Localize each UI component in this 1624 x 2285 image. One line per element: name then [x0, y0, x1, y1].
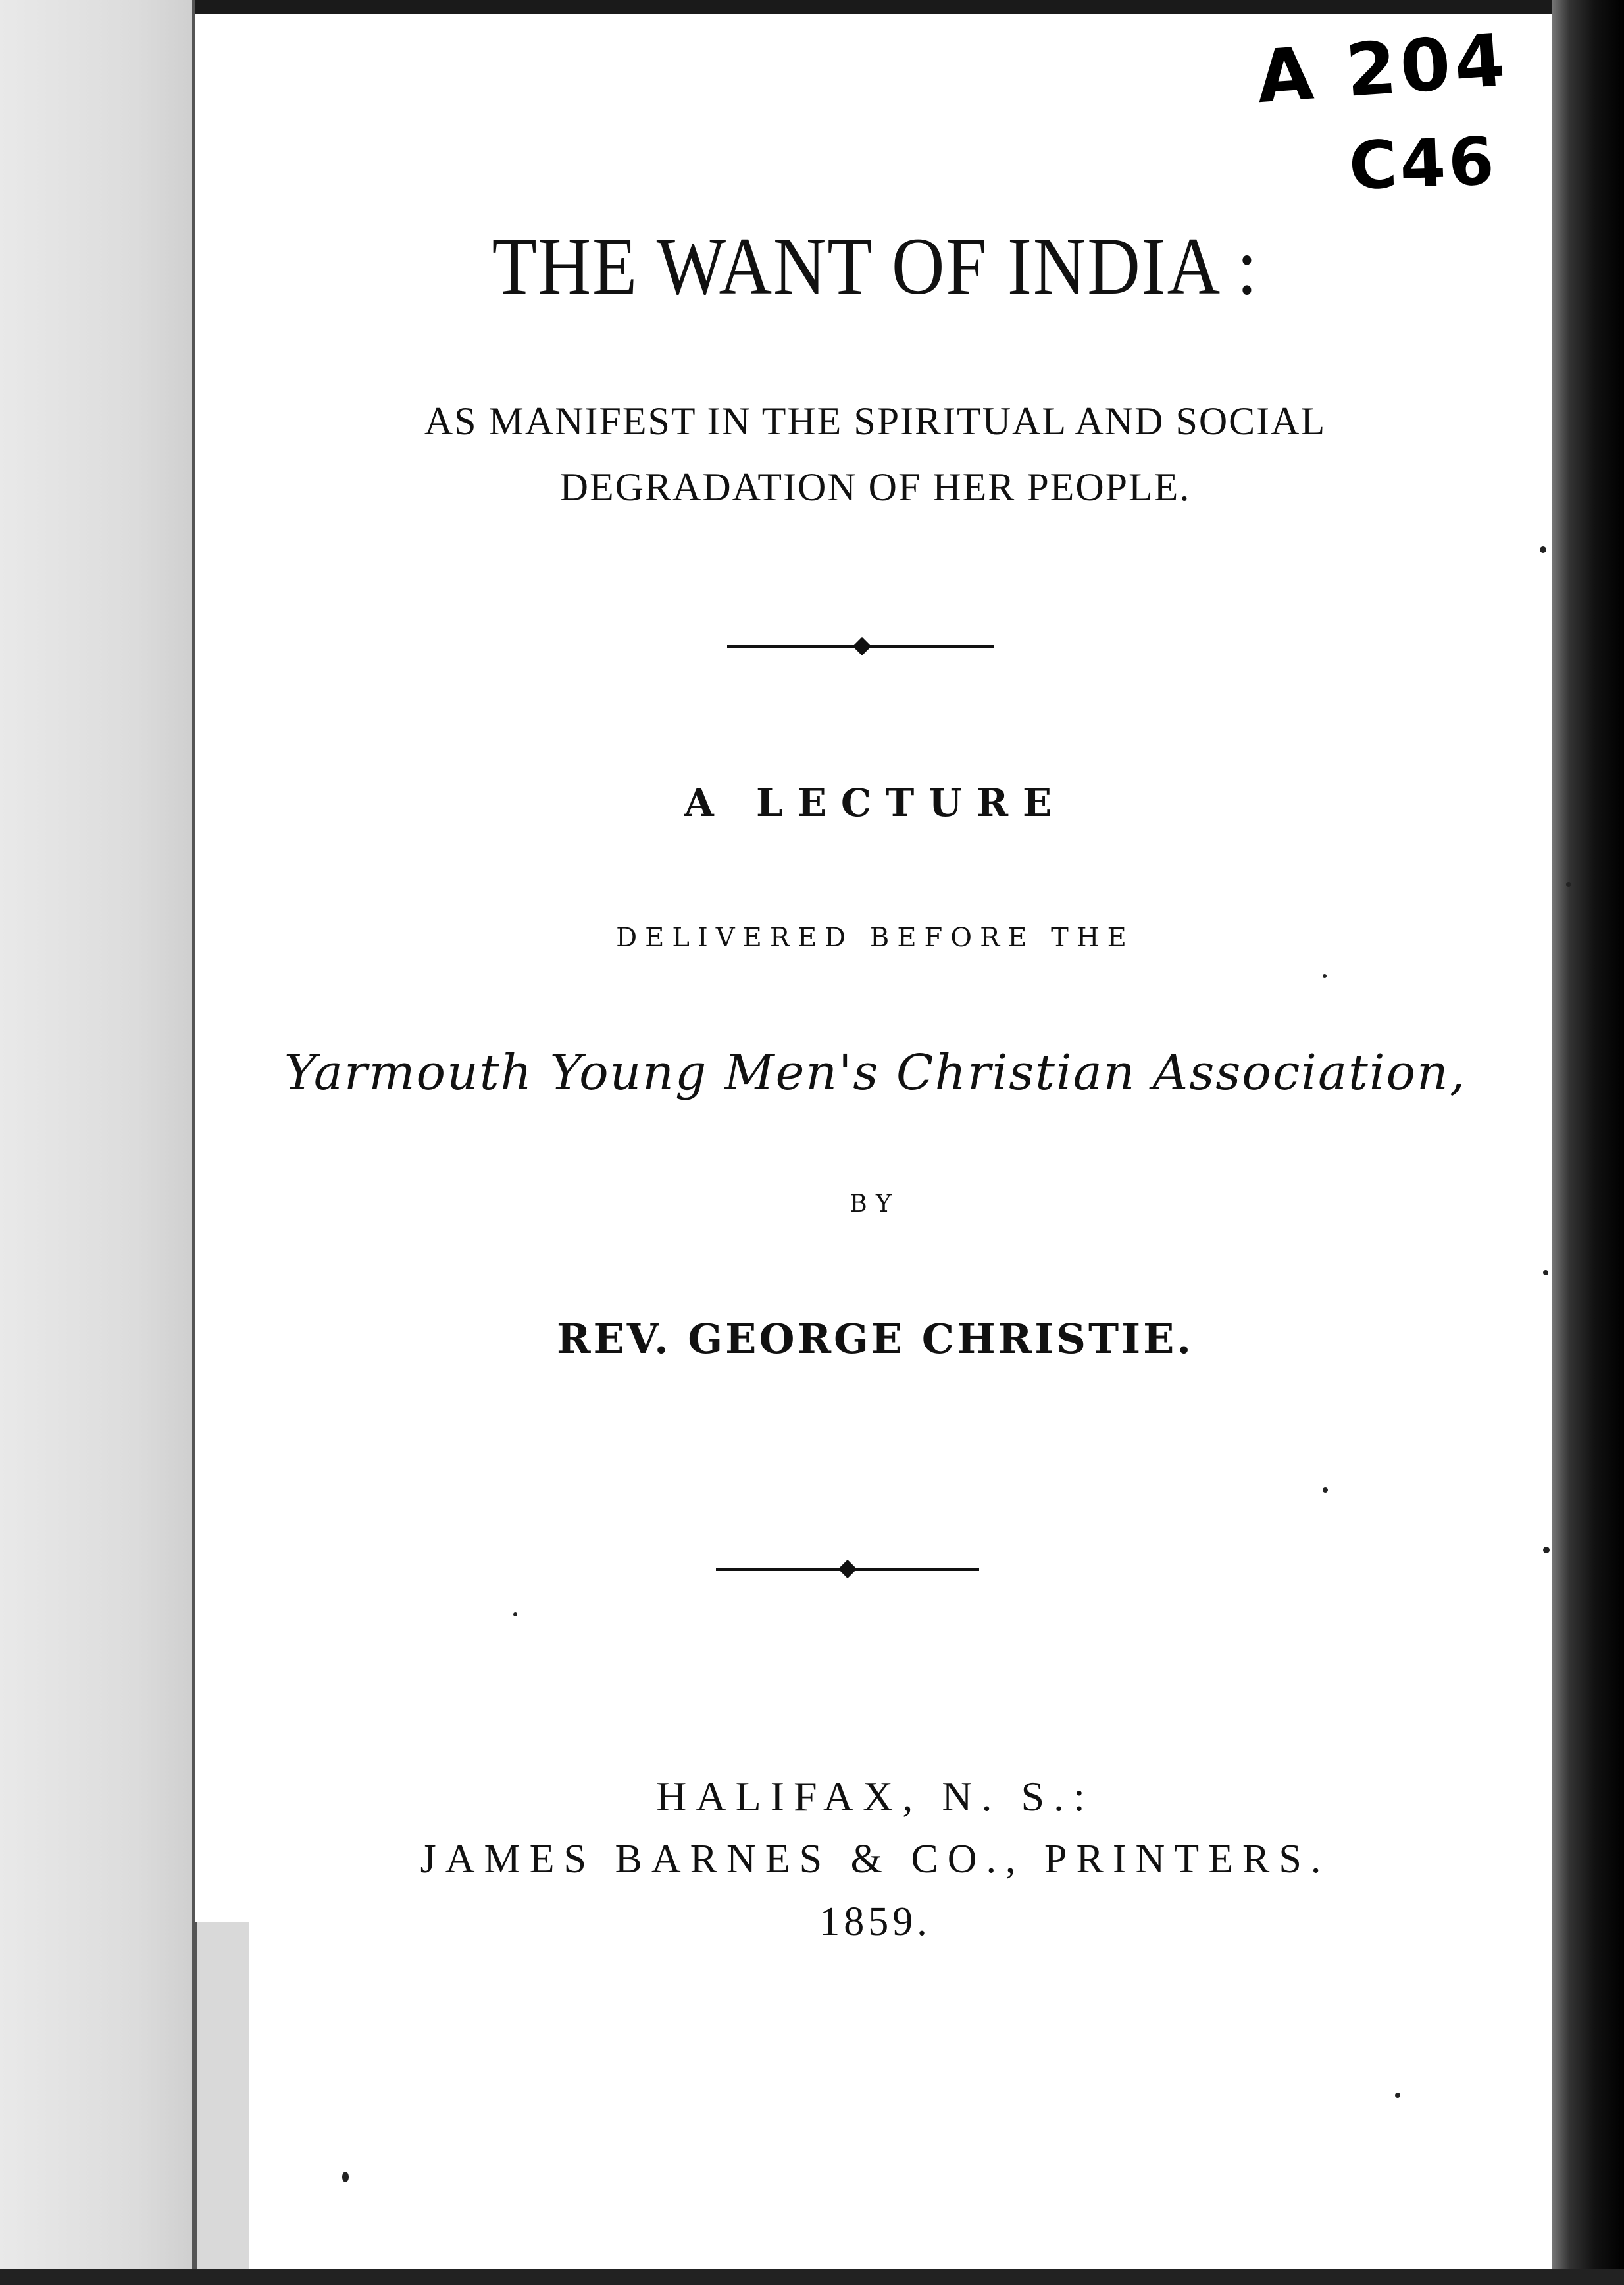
- association-name: Yarmouth Young Men's Christian Association,: [284, 1044, 1467, 1101]
- handwritten-shelf-mark: [1254, 17, 1520, 205]
- scan-speck: [1543, 1270, 1548, 1275]
- subtitle: [197, 388, 1553, 520]
- imprint-printer: JAMES BARNES & CO., PRINTERS.: [420, 1837, 1331, 1882]
- scan-speck: [342, 2172, 349, 2182]
- scan-speck: [1323, 1487, 1328, 1493]
- lecture-heading: A LECTURE: [684, 781, 1067, 825]
- scan-speck: [513, 1612, 517, 1616]
- subtitle-line-1: AS MANIFEST IN THE SPIRITUAL AND SOCIAL: [424, 399, 1327, 443]
- scan-left-margin: [0, 0, 194, 2285]
- scan-left-flap: [194, 1922, 249, 2285]
- ornamental-divider-top: [727, 645, 994, 648]
- scan-speck: [1540, 546, 1546, 553]
- ornamental-divider-bottom: [716, 1568, 979, 1571]
- delivered-before: DELIVERED BEFORE THE: [616, 923, 1134, 953]
- scan-right-border: [1552, 0, 1624, 2285]
- divider-diamond: [838, 1560, 857, 1578]
- by-line: BY: [850, 1191, 901, 1218]
- imprint-year: 1859.: [819, 1899, 931, 1944]
- imprint-place: HALIFAX, N. S.:: [656, 1773, 1094, 1820]
- subtitle-line-2: DEGRADATION OF HER PEOPLE.: [559, 465, 1191, 509]
- scan-bottom-border: [0, 2269, 1624, 2285]
- scan-speck: [1566, 882, 1571, 887]
- scan-speck: [1323, 974, 1327, 978]
- author-name: REV. GEORGE CHRISTIE.: [557, 1315, 1194, 1363]
- page-title: THE WANT OF INDIA :: [492, 221, 1259, 311]
- shelf-mark-line-2: C46: [1348, 122, 1498, 205]
- shelf-mark-line-1: A 204: [1254, 17, 1512, 120]
- scan-speck: [1395, 2093, 1400, 2098]
- scan-speck: [1543, 1547, 1550, 1553]
- divider-diamond: [853, 637, 871, 655]
- scan-top-border: [0, 0, 1624, 14]
